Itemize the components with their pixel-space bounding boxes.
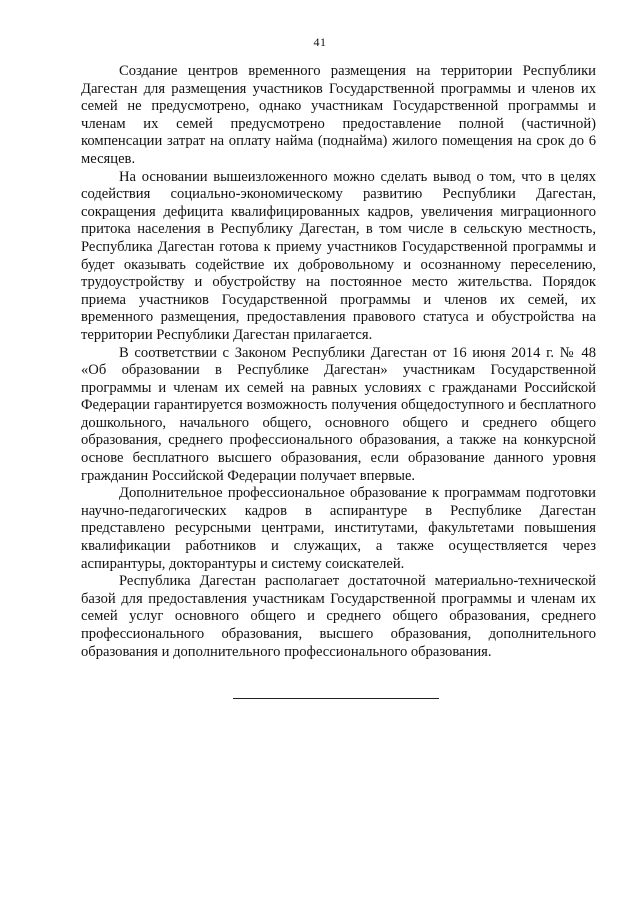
paragraph-conclusion: На основании вышеизложенного можно сделать вывод о том, что в целях содействия социально-экономическому развитию Республики Дагестан, сокращения дефицита квалифицированных кадров, увеличения миграционного притока населения в Республику Дагестан, в том числе в сельскую местность, Республика Дагестан готова к приему участников Государственной программы и будет оказывать содействие их добровольному и осознанному переселению, трудоустройству и обустройству на постоянное место жительства. Порядок приема участников Государственной программы и членов их семей, их временного размещения, предоставления правового статуса и обустройства на территории Республики Дагестан прилагается.	[81, 168, 596, 343]
paragraph-additional-education: Дополнительное профессиональное образование к программам подготовки научно-педагогических кадров в аспирантуре в Республике Дагестан представлено ресурсными центрами, институтами, факультетами повышения квалификации работников и служащих, а также осуществляется через аспирантуры, докторантуры и систему соискателей.	[81, 485, 596, 572]
page-number: 41	[313, 35, 327, 49]
end-divider	[233, 698, 439, 699]
paragraph-temporary-accommodation: Создание центров временного размещения на территории Республики Дагестан для размещения участников Государственной программы и членов их семей не предусмотрено, однако участникам Государственной программы и членам их семей предусмотрено предоставление полной (частичной) компенсации затрат на оплату найма (поднайма) жилого помещения на срок до 6 месяцев.	[81, 63, 596, 167]
document-body	[81, 63, 596, 661]
paragraph-education-law: В соответствии с Законом Республики Дагестан от 16 июня 2014 г. № 48 «Об образовании в Республике Дагестан» участникам Государственной программы и членам их семей на равных условиях с гражданами Российской Федерации гарантируется возможность получения общедоступного и бесплатного дошкольного, начального общего, основного общего и среднего общего образования, среднего профессионального образования, а также на конкурсной основе бесплатного высшего образования, если образование данного уровня гражданин Российской Федерации получает впервые.	[81, 344, 596, 484]
paragraph-material-base: Республика Дагестан располагает достаточной материально-технической базой для предоставления участникам Государственной программы и членам их семей услуг основного общего и среднего общего образования, среднего профессионального образования, высшего образования, дополнительного образования и дополнительного профессионального образования.	[81, 573, 596, 660]
